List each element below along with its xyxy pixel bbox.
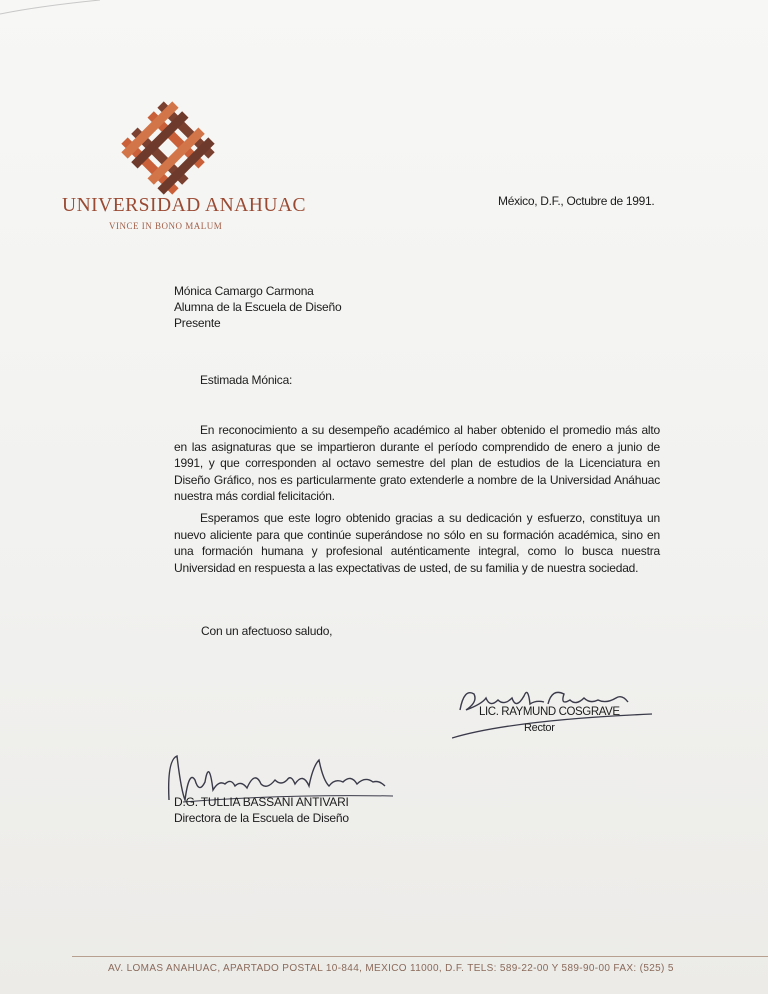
woven-square-logo <box>118 98 218 198</box>
closing-salutation: Con un afectuoso saludo, <box>201 624 333 638</box>
body-paragraph-1-text: En reconocimiento a su desempeño académico al haber obtenido el promedio más alto en las asignaturas que se impartieron durante el período comprendido de enero a junio de 1991, y que corresponden al octavo semestre del plan de estudios de la Licenciatura en Diseño Gráfico, nos es particularmente grato extenderle a nombre de la Universidad Anáhuac nuestra más cordial felicitación. <box>174 423 660 503</box>
body-paragraph-2-text: Esperamos que este logro obtenido gracias a su dedicación y esfuerzo, constituya un nuevo aliciente para que continúe superándose no sólo en su formación académica, sino en una formación humana y profesional auténticamente integral, como lo busca nuestra Universidad en respuesta a las expectativas de usted, de su familia y de nuestra sociedad. <box>174 511 660 575</box>
paper-corner-mark <box>0 0 120 30</box>
university-motto: VINCE IN BONO MALUM <box>109 221 223 231</box>
recipient-name: Mónica Camargo Carmona <box>174 284 314 298</box>
letter-date: México, D.F., Octubre de 1991. <box>498 194 655 208</box>
greeting: Estimada Mónica: <box>200 373 293 387</box>
rector-title: Rector <box>524 722 555 734</box>
university-name: UNIVERSIDAD ANAHUAC <box>62 195 307 216</box>
footer-address: AV. LOMAS ANAHUAC, APARTADO POSTAL 10-844, MEXICO 11000, D.F. TELS: 589-22-00 Y 589-90-00 FAX: (525) 5 <box>108 963 674 974</box>
recipient-block <box>174 283 341 331</box>
director-name: D.G. TULLIA BASSANI ANTIVARI <box>174 795 349 809</box>
body-paragraph-2 <box>174 510 660 576</box>
recipient-presente: Presente <box>174 316 221 330</box>
director-title: Directora de la Escuela de Diseño <box>174 811 349 825</box>
footer-divider <box>72 956 768 957</box>
body-paragraph-1 <box>174 422 660 505</box>
rector-name: LIC. RAYMUND COSGRAVE <box>479 706 620 718</box>
recipient-role: Alumna de la Escuela de Diseño <box>174 300 342 314</box>
